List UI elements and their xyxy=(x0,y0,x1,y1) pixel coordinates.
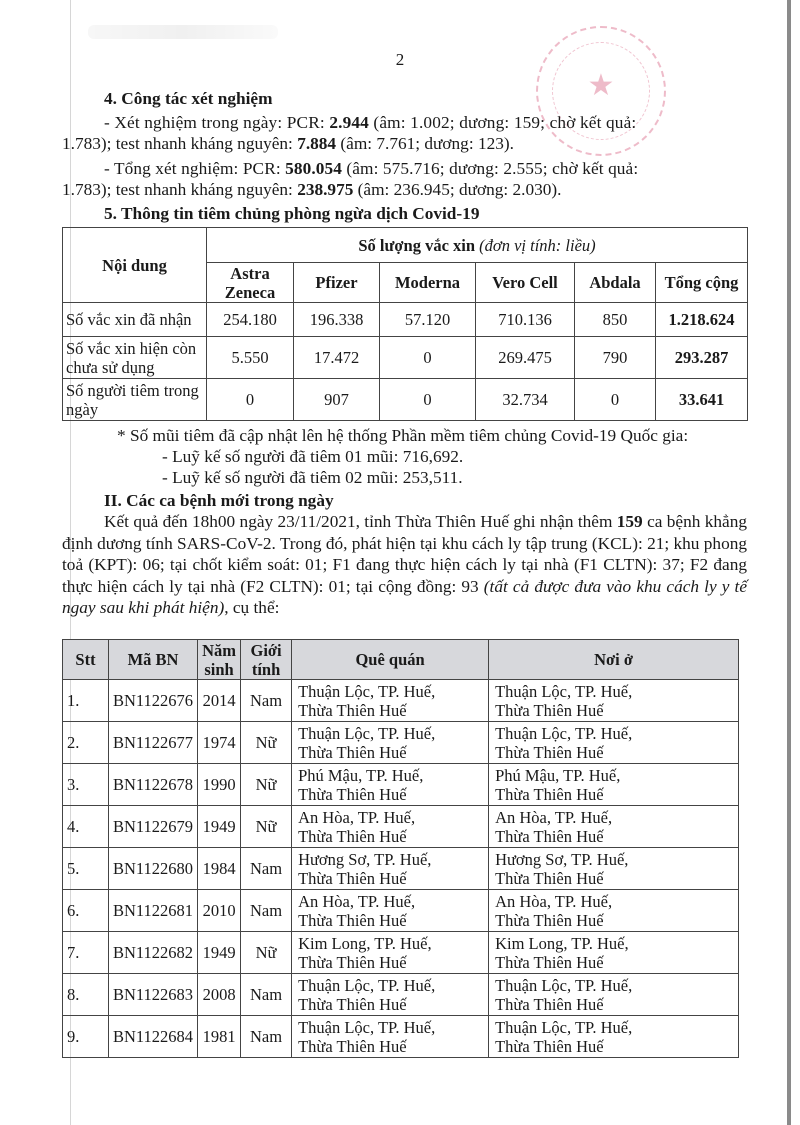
table-row: Số vắc xin hiện còn chưa sử dụng 5.550 17.472 0 269.475 790 293.287 xyxy=(63,337,748,379)
total-tests-line-2: 1.783); test nhanh kháng nguyên: 238.975 (âm: 236.945; dương: 2.030). xyxy=(62,180,562,199)
section-new-cases xyxy=(62,425,747,619)
col-moderna: Moderna xyxy=(380,263,476,303)
col-stt: Stt xyxy=(63,640,109,680)
daily-pcr-total: 2.944 xyxy=(329,113,369,132)
table-row: 8. BN1122683 2008 Nam Thuận Lộc, TP. Huế, Thừa Thiên Huế Thuận Lộc, TP. Huế, Thừa Thiên Huế xyxy=(63,974,739,1016)
vaccine-table xyxy=(62,227,748,421)
dose-2-cumulative: - Luỹ kế số người đã tiêm 02 mũi: 253,511. xyxy=(162,468,463,487)
table-row: 3. BN1122678 1990 Nữ Phú Mậu, TP. Huế, Thừa Thiên Huế Phú Mậu, TP. Huế, Thừa Thiên Huế xyxy=(63,764,739,806)
cases-table xyxy=(62,639,739,1058)
table-row: 2. BN1122677 1974 Nữ Thuận Lộc, TP. Huế, Thừa Thiên Huế Thuận Lộc, TP. Huế, Thừa Thiên Huế xyxy=(63,722,739,764)
col-sex: Giới tính xyxy=(241,640,292,680)
total-tests-line-1: - Tổng xét nghiệm: PCR: 580.054 (âm: 575.716; dương: 2.555; chờ kết quả: xyxy=(104,159,639,178)
col-patient-id: Mã BN xyxy=(109,640,198,680)
col-verocell: Vero Cell xyxy=(476,263,575,303)
section-5-title: 5. Thông tin tiêm chủng phòng ngừa dịch Covid-19 xyxy=(104,204,480,223)
table-row: 7. BN1122682 1949 Nữ Kim Long, TP. Huế, Thừa Thiên Huế Kim Long, TP. Huế, Thừa Thiên Huế xyxy=(63,932,739,974)
new-cases-paragraph: Kết quả đến 18h00 ngày 23/11/2021, tỉnh Thừa Thiên Huế ghi nhận thêm 159 ca bệnh khẳng định dương tính SARS-CoV-2. Trong đó, phát hiện tại khu cách ly tập trung (KCL): 21; khu phong toả (KPT): 06; tại chốt kiểm soát: 01; F1 đang thực hiện cách ly tại nhà (F1 CLTN): 37; F2 đang thực hiện cách ly tại nhà (F2 CLTN): 01; tại cộng đồng: 93 (tất cả được đưa vào khu cách ly y tế ngay sau khi phát hiện), cụ thể: xyxy=(62,512,747,617)
page-number: 2 xyxy=(395,50,405,69)
table-row: Số vắc xin đã nhận 254.180 196.338 57.120 710.136 850 1.218.624 xyxy=(63,303,748,337)
total-rapid: 238.975 xyxy=(297,180,354,199)
col-pfizer: Pfizer xyxy=(294,263,380,303)
table-row: 1. BN1122676 2014 Nam Thuận Lộc, TP. Huế, Thừa Thiên Huế Thuận Lộc, TP. Huế, Thừa Thiên Huế xyxy=(63,680,739,722)
header-content: Nội dung xyxy=(63,228,207,303)
section-4-title: 4. Công tác xét nghiệm xyxy=(104,89,273,108)
table-row: 5. BN1122680 1984 Nam Hương Sơ, TP. Huế, Thừa Thiên Huế Hương Sơ, TP. Huế, Thừa Thiên Huế xyxy=(63,848,739,890)
page-right-edge xyxy=(787,0,791,1125)
daily-rapid-total: 7.884 xyxy=(297,134,337,153)
col-total: Tổng cộng xyxy=(656,263,748,303)
dose-1-cumulative: - Luỹ kế số người đã tiêm 01 mũi: 716,692. xyxy=(162,447,464,466)
section-II-title: II. Các ca bệnh mới trong ngày xyxy=(104,491,334,510)
star-icon: ★ xyxy=(587,68,615,103)
col-abdala: Abdala xyxy=(575,263,656,303)
new-cases-count: 159 xyxy=(616,512,643,531)
header-vaccine-quantity: Số lượng vắc xin (đơn vị tính: liều) xyxy=(207,228,748,263)
col-astrazeneca: Astra Zeneca xyxy=(207,263,294,303)
table-row: 9. BN1122684 1981 Nam Thuận Lộc, TP. Huế, Thừa Thiên Huế Thuận Lộc, TP. Huế, Thừa Thiên Huế xyxy=(63,1016,739,1058)
table-row: Số người tiêm trong ngày 0 907 0 32.734 0 33.641 xyxy=(63,379,748,421)
daily-tests-line-2: 1.783); test nhanh kháng nguyên: 7.884 (âm: 7.761; dương: 123). xyxy=(62,134,514,153)
daily-tests-line-1: - Xét nghiệm trong ngày: PCR: 2.944 (âm: 1.002; dương: 159; chờ kết quả: xyxy=(104,113,637,132)
col-residence: Nơi ở xyxy=(489,640,739,680)
vaccination-note: * Số mũi tiêm đã cập nhật lên hệ thống Phần mềm tiêm chủng Covid-19 Quốc gia: xyxy=(117,426,689,445)
faint-header-mark xyxy=(88,25,278,39)
table-row: 6. BN1122681 2010 Nam An Hòa, TP. Huế, Thừa Thiên Huế An Hòa, TP. Huế, Thừa Thiên Huế xyxy=(63,890,739,932)
col-hometown: Quê quán xyxy=(292,640,489,680)
section-testing xyxy=(62,88,747,224)
col-birth-year: Năm sinh xyxy=(198,640,241,680)
total-pcr: 580.054 xyxy=(285,159,343,178)
table-row: 4. BN1122679 1949 Nữ An Hòa, TP. Huế, Thừa Thiên Huế An Hòa, TP. Huế, Thừa Thiên Huế xyxy=(63,806,739,848)
